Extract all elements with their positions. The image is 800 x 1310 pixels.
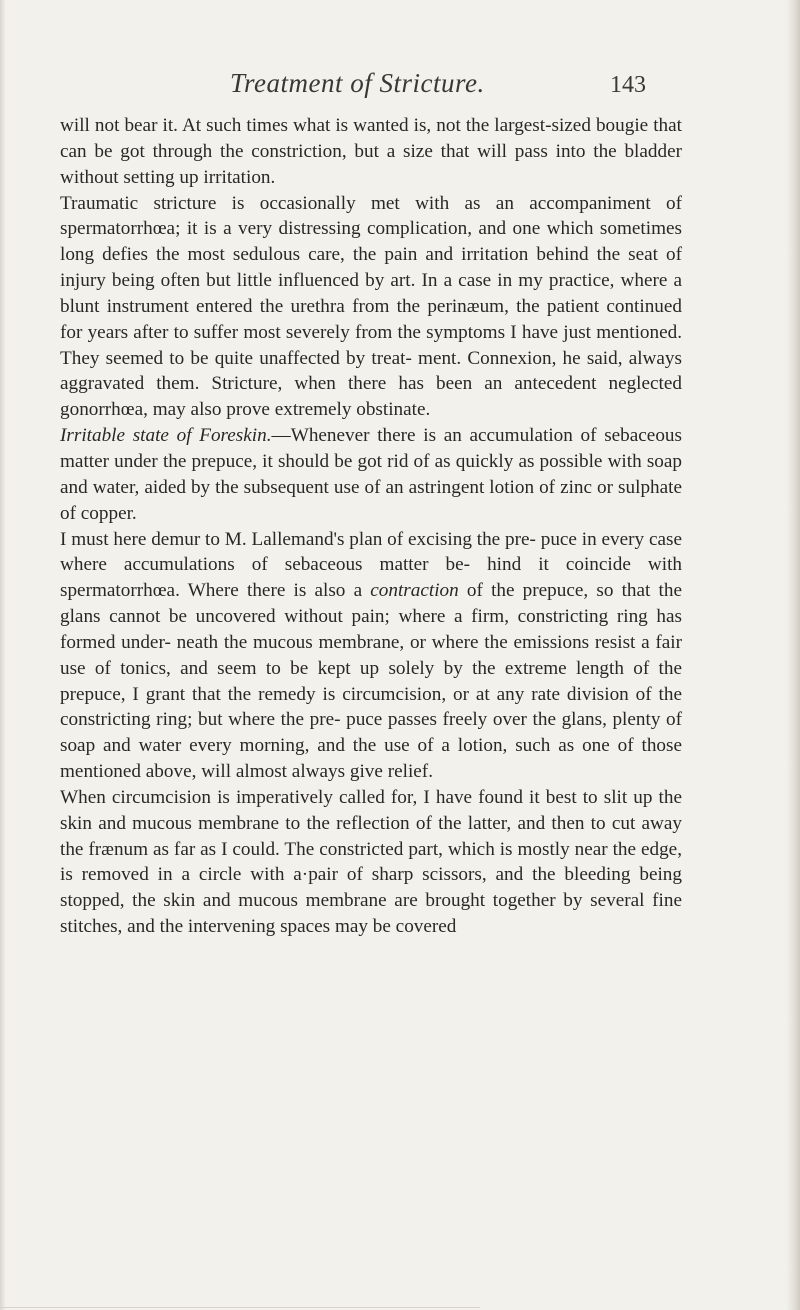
paragraph-3 (60, 423, 682, 526)
paragraph-5: When circumcision is imperatively called for, I have found it best to slit up the skin and mucous membrane to the reflection of the latter, and then to cut away the frænum as far as I could. The constricted part, which is mostly near the edge, is removed in a circle with a·pair of sharp scissors, and the bleeding being stopped, the skin and mucous membrane are brought together by several fine stitches, and the intervening spaces may be covered (60, 786, 682, 938)
running-title: Treatment of Stricture. (230, 68, 485, 98)
running-header (0, 68, 800, 108)
paragraph-2: Traumatic stricture is occasionally met with as an accompaniment of spermatorrhœa; it is a very distressing complication, and one which sometimes long defies the most sedulous care, the pain and irritation behind the seat of injury being often but little influenced by art. In a case in my practice, where a blunt instrument entered the urethra from the perinæum, the patient continued for years after to suffer most severely from the symptoms I have just mentioned. They seemed to be quite unaffected by treat- ment. Connexion, he said, always aggravated them. Stricture, when there has been an antecedent neglected gonorrhœa, may also prove extremely obstinate. (60, 192, 682, 421)
paragraph-4-before: I must here demur to M. Lallemand's plan of excising the pre- puce in every case where accumulations of sebaceous matter be- hind it coincide with spermatorrhœa. Where there is also a (60, 528, 682, 602)
page-bottom-shadow (0, 1307, 480, 1308)
paragraph-1: will not bear it. At such times what is wanted is, not the largest-sized bougie that can be got through the constriction, but a size that will pass into the bladder without setting up irritation. (60, 115, 682, 188)
paragraph-3-text: —Whenever there is an accumulation of sebaceous matter under the prepuce, it should be got rid of as quickly as possible with soap and water, aided by the subsequent use of an astringent lotion of zinc or sulphate of copper. (60, 425, 682, 524)
body-text (60, 113, 682, 940)
paragraph-4 (60, 527, 682, 785)
section-heading-irritable-foreskin: Irritable state of Foreskin. (60, 425, 272, 447)
page-number: 143 (610, 72, 646, 98)
page-right-edge (786, 0, 800, 1310)
paragraph-4-after: of the prepuce, so that the glans cannot be uncovered without pain; where a firm, constricting ring has formed under- neath the mucous membrane, or where the emissions resist a fair use of tonics, and seem to be kept up solely by the extreme length of the prepuce, I grant that the remedy is circumcision, or at any rate division of the constricting ring; but where the pre- puce passes freely over the glans, plenty of soap and water every morning, and the use of a lotion, such as one of those mentioned above, will almost always give relief. (60, 580, 682, 783)
page-left-edge (0, 0, 6, 1310)
emphasis-contraction: contraction (370, 580, 459, 602)
